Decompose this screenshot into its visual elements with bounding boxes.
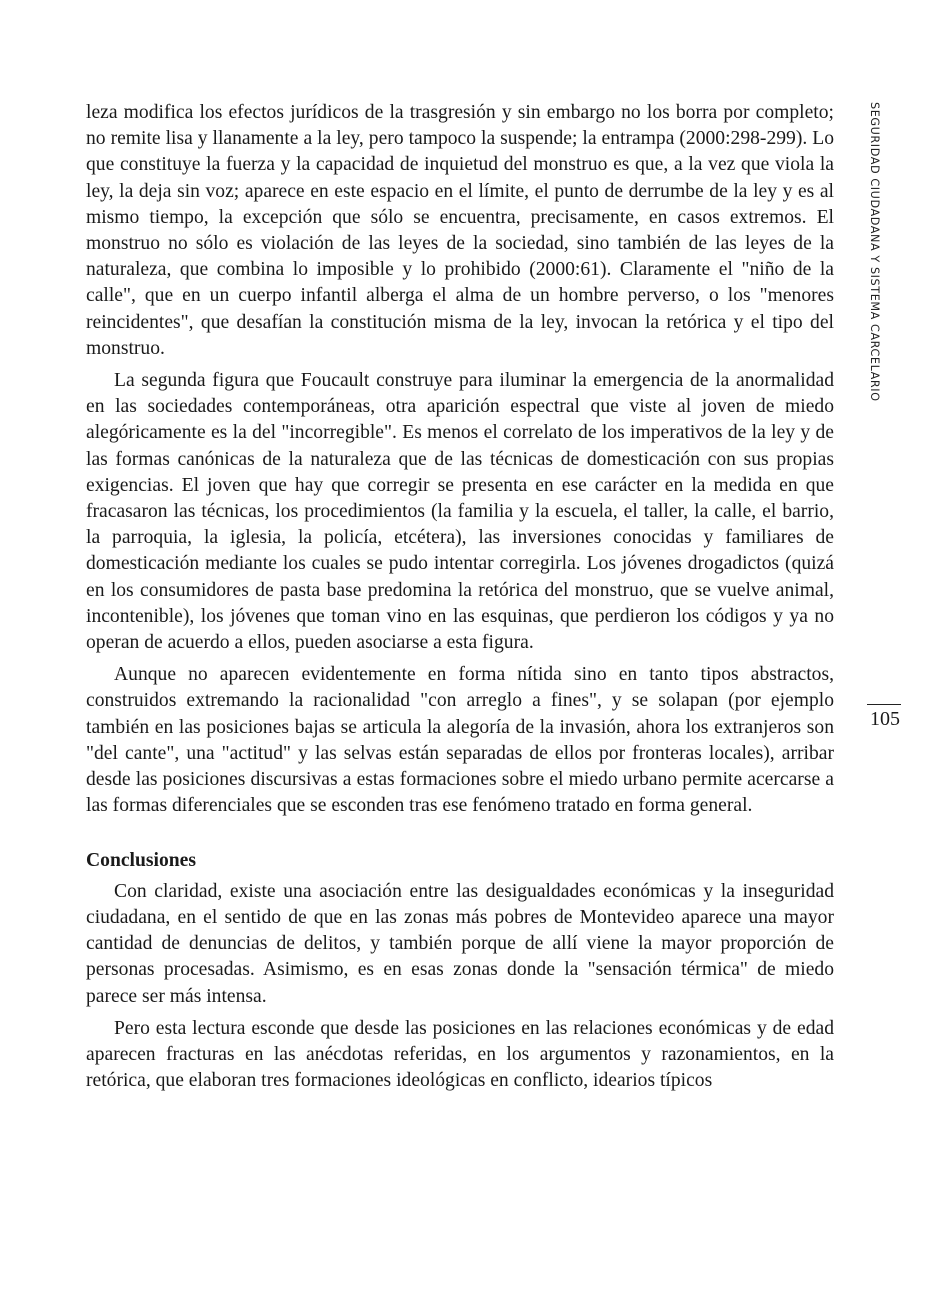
paragraph-tipos-abstractos: Aunque no aparecen evidentemente en forma nítida sino en tanto tipos abstractos, construidos extremando la racionalidad "con arreglo a fines", y se solapan (por ejemplo también en las posiciones bajas se articula la alegoría de la invasión, ahora los extranjeros son "del cante", una "actitud" y las selvas están separadas de ellos por fronteras locales), arribar desde las posiciones discursivas a estas formaciones sobre el miedo urbano permite acercarse a las formas diferenciales que se esconden tras ese fenómeno tratado en forma general. [86, 664, 834, 817]
paragraph-conclusiones-1: Con claridad, existe una asociación entre las desigualdades económicas y la inseguridad ciudadana, en el sentido de que en las zonas más pobres de Montevideo aparece una mayor cantidad de denuncias de delitos, y también porque de allí viene la mayor proporción de personas procesadas. Asimismo, es en esas zonas donde la "sensación térmica" de miedo parece ser más intensa. [86, 880, 834, 1007]
section-heading-conclusiones: Conclusiones [86, 850, 196, 872]
running-head: SEGURIDAD CIUDADANA Y SISTEMA CARCELARIO [868, 102, 881, 402]
paragraph-conclusiones-2: Pero esta lectura esconde que desde las posiciones en las relaciones económicas y de edad aparecen fracturas en las anécdotas referidas, en los argumentos y razonamientos, en la retórica, que elaboran tres formaciones ideológicas en conflicto, idearios típicos [86, 1017, 834, 1092]
paragraph-monstruo-continuation: leza modifica los efectos jurídicos de la trasgresión y sin embargo no los borra por completo; no remite lisa y llanamente a la ley, pero tampoco la suspende; la entrampa (2000:298-299). Lo que constituye la fuerza y la capacidad de inquietud del monstruo es que, a la vez que viola la ley, la deja sin voz; aparece en este espacio en el límite, el punto de derrumbe de la ley y es al mismo tiempo, la excepción que sólo se encuentra, precisamente, en casos extremos. El monstruo no sólo es violación de las leyes de la sociedad, sino también de las leyes de la naturaleza, que combina lo imposible y lo prohibido (2000:61). Claramente el "niño de la calle", que en un cuerpo infantil alberga el alma de un hombre perverso, o los "menores reincidentes", que desafían la constitución misma de la ley, invocan la retórica y el tipo del monstruo. [86, 102, 834, 359]
body-text [86, 100, 834, 1094]
page-number: 105 [870, 708, 900, 730]
paragraph-incorregible: La segunda figura que Foucault construye para iluminar la emergencia de la anormalidad en las sociedades contemporáneas, otra aparición espectral que viste al joven de miedo alegóricamente es la del "incorregible". Es menos el correlato de los imperativos de la ley y de las formas canónicas de la naturaleza que de las técnicas de domesticación con sus propias exigencias. El joven que hay que corregir se presenta en ese carácter en la medida en que fracasaron las técnicas, los procedimientos (la familia y la escuela, el taller, la calle, el barrio, la parroquia, la iglesia, la policía, etcétera), las inversiones conocidas y familiares de domesticación mediante los cuales se pudo intentar corregirla. Los jóvenes drogadictos (quizá en los consumidores de pasta base predomina la retórica del monstruo, que se vuelve animal, incontenible), los jóvenes que toman vino en las esquinas, que perdieron los códigos y ya no operan de acuerdo a ellos, pueden asociarse a esta figura. [86, 370, 834, 654]
page-number-rule [867, 704, 901, 705]
